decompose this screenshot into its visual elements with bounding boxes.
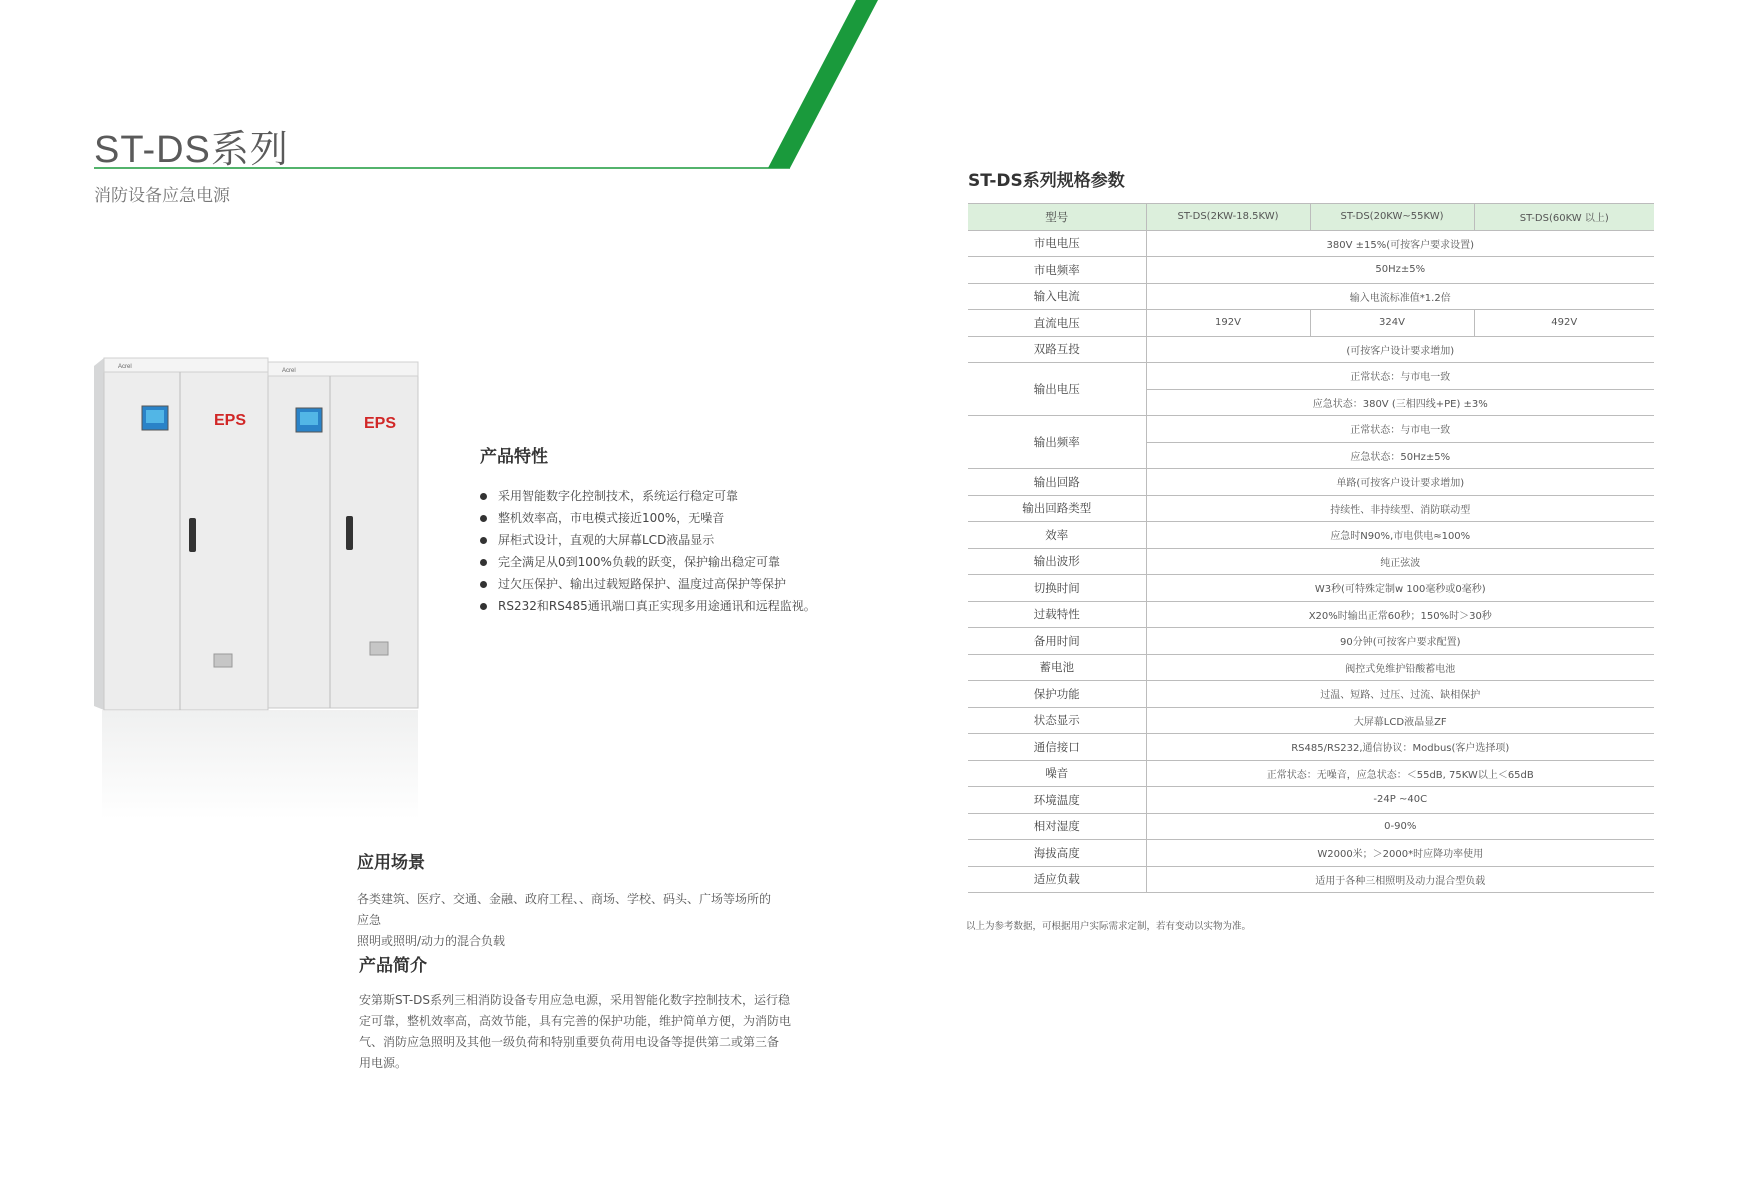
feature-item: 屏柜式设计，直观的大屏幕LCD液晶显示 [480, 529, 816, 551]
application-section [357, 848, 777, 952]
row-value: 适用于各种三相照明及动力混合型负载 [1146, 866, 1654, 893]
row-label: 输出电压 [968, 363, 1146, 416]
feature-item: 过欠压保护、输出过载短路保护、温度过高保护等保护 [480, 573, 816, 595]
row-value: 192V [1146, 310, 1310, 337]
intro-line: 定可靠，整机效率高，高效节能，具有完善的保护功能，维护简单方便，为消防电 [359, 1014, 792, 1028]
row-label: 备用时间 [968, 628, 1146, 655]
table-row [968, 495, 1654, 522]
table-row [968, 734, 1654, 761]
table-row [968, 283, 1654, 310]
brand-text-left: Acrel [118, 364, 132, 370]
table-row [968, 310, 1654, 337]
application-heading: 应用场景 [357, 853, 425, 873]
table-row [968, 336, 1654, 363]
table-row [968, 866, 1654, 893]
row-value: W2000米；＞2000*时应降功率使用 [1146, 840, 1654, 867]
table-row [968, 654, 1654, 681]
row-label: 环境温度 [968, 787, 1146, 814]
row-value: 应急时N90%,市电供电≈100% [1146, 522, 1654, 549]
feature-item: 整机效率高，市电模式接近100%，无噪音 [480, 507, 816, 529]
features-list [480, 485, 816, 617]
brand-text-right: Acrel [282, 368, 296, 374]
row-label: 输入电流 [968, 283, 1146, 310]
row-label: 市电频率 [968, 257, 1146, 284]
green-diagonal-stripe [768, 0, 878, 168]
table-row [968, 230, 1654, 257]
row-value: 324V [1310, 310, 1474, 337]
row-label: 适应负载 [968, 866, 1146, 893]
page-subtitle: 消防设备应急电源 [94, 186, 230, 206]
row-label: 保护功能 [968, 681, 1146, 708]
eps-label-left: EPS [214, 412, 247, 429]
row-value: 纯正弦波 [1146, 548, 1654, 575]
cabinet-left [94, 358, 268, 710]
row-label: 双路互投 [968, 336, 1146, 363]
row-value: X20%时输出正常60秒；150%时＞30秒 [1146, 601, 1654, 628]
table-row [968, 760, 1654, 787]
application-line: 各类建筑、医疗、交通、金融、政府工程、、商场、学校、码头、广场等场所的应急 [357, 892, 772, 927]
feature-item: RS232和RS485通讯端口真正实现多用途通讯和远程监视。 [480, 595, 816, 617]
row-value: 90分钟(可按客户要求配置) [1146, 628, 1654, 655]
table-row [968, 548, 1654, 575]
row-value: 0-90% [1146, 813, 1654, 840]
table-row [968, 628, 1654, 655]
row-label: 输出频率 [968, 416, 1146, 469]
spec-model-col: ST-DS(60KW 以上) [1474, 204, 1654, 231]
intro-line: 用电源。 [359, 1056, 408, 1070]
table-row [968, 363, 1654, 390]
row-label: 切换时间 [968, 575, 1146, 602]
row-label: 效率 [968, 522, 1146, 549]
row-value: (可按客户设计要求增加) [1146, 336, 1654, 363]
row-value: 持续性、非持续型、消防联动型 [1146, 495, 1654, 522]
row-value: 492V [1474, 310, 1654, 337]
table-row [968, 257, 1654, 284]
cabinet-right [268, 362, 418, 708]
row-value: 应急状态：50Hz±5% [1146, 442, 1654, 469]
table-row [968, 787, 1654, 814]
spec-header-row [968, 204, 1654, 231]
page-title: ST-DS系列 [94, 129, 289, 171]
intro-section [359, 951, 799, 1074]
spec-footnote: 以上为参考数据，可根据用户实际需求定制，若有变动以实物为准。 [966, 921, 1252, 932]
row-value: 输入电流标准值*1.2倍 [1146, 283, 1654, 310]
table-row [968, 416, 1654, 443]
row-label: 市电电压 [968, 230, 1146, 257]
table-row [968, 469, 1654, 496]
eps-label-right: EPS [364, 415, 397, 432]
features-section [480, 442, 816, 617]
row-value: 大屏幕LCD液晶显ZF [1146, 707, 1654, 734]
floor-reflection [102, 710, 418, 820]
row-value: 单路(可按客户设计要求增加) [1146, 469, 1654, 496]
row-value: 正常状态：与市电一致 [1146, 416, 1654, 443]
row-value: 阀控式免维护铅酸蓄电池 [1146, 654, 1654, 681]
intro-line: 气、消防应急照明及其他一级负荷和特别重要负荷用电设备等提供第二或第三备 [359, 1035, 780, 1049]
row-label: 通信接口 [968, 734, 1146, 761]
spec-heading: ST-DS系列规格参数 [968, 171, 1125, 191]
feature-item: 完全满足从0到100%负载的跃变，保护输出稳定可靠 [480, 551, 816, 573]
row-label: 状态显示 [968, 707, 1146, 734]
row-value: 过温、短路、过压、过流、缺相保护 [1146, 681, 1654, 708]
table-row [968, 601, 1654, 628]
table-row [968, 575, 1654, 602]
row-label: 输出回路 [968, 469, 1146, 496]
intro-heading: 产品简介 [359, 956, 427, 976]
table-row [968, 681, 1654, 708]
intro-line: 安第斯ST-DS系列三相消防设备专用应急电源，采用智能化数字控制技术，运行稳 [359, 993, 791, 1007]
spec-model-col: ST-DS(20KW~55KW) [1310, 204, 1474, 231]
feature-item: 采用智能数字化控制技术，系统运行稳定可靠 [480, 485, 816, 507]
row-label: 蓄电池 [968, 654, 1146, 681]
row-label: 相对湿度 [968, 813, 1146, 840]
row-value: -24P ~40C [1146, 787, 1654, 814]
row-value: 应急状态：380V (三相四线+PE) ±3% [1146, 389, 1654, 416]
row-label: 输出回路类型 [968, 495, 1146, 522]
row-label: 输出波形 [968, 548, 1146, 575]
row-value: W3秒(可特殊定制w 100毫秒或0毫秒) [1146, 575, 1654, 602]
application-line: 照明或照明/动力的混合负载 [357, 934, 506, 948]
row-value: RS485/RS232,通信协议：Modbus(客户选择项) [1146, 734, 1654, 761]
table-row [968, 813, 1654, 840]
eps-cabinet-image [92, 350, 432, 830]
table-row [968, 707, 1654, 734]
row-value: 正常状态：无噪音，应急状态：＜55dB, 75KW以上＜65dB [1146, 760, 1654, 787]
table-row [968, 840, 1654, 867]
features-heading: 产品特性 [480, 447, 548, 467]
row-value: 50Hz±5% [1146, 257, 1654, 284]
row-label: 直流电压 [968, 310, 1146, 337]
row-value: 380V ±15%(可按客户要求设置) [1146, 230, 1654, 257]
row-label: 过载特性 [968, 601, 1146, 628]
table-row [968, 522, 1654, 549]
row-label: 噪音 [968, 760, 1146, 787]
spec-table [968, 203, 1654, 893]
spec-header-label: 型号 [968, 204, 1146, 231]
row-value: 正常状态：与市电一致 [1146, 363, 1654, 390]
spec-model-col: ST-DS(2KW-18.5KW) [1146, 204, 1310, 231]
row-label: 海拔高度 [968, 840, 1146, 867]
